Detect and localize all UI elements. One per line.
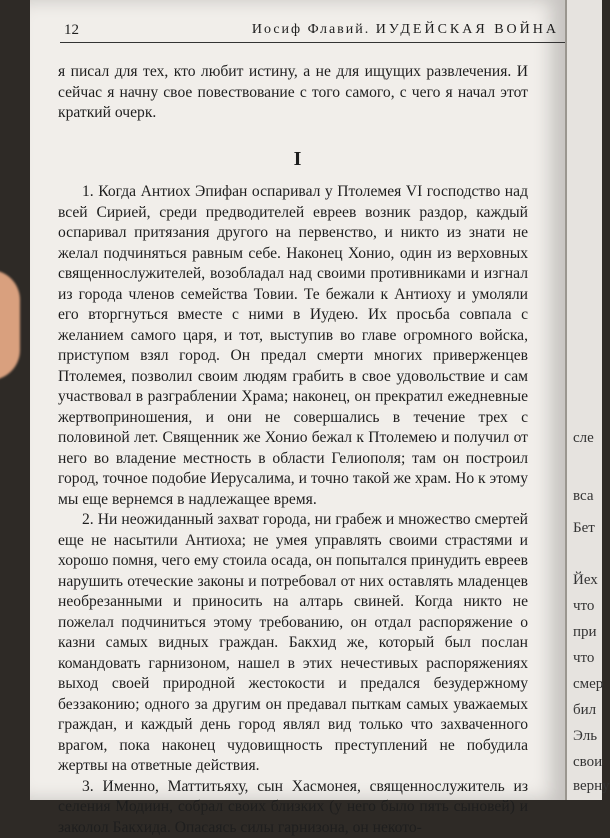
facing-page-fragment: что [573,598,594,615]
chapter-heading: I [30,148,565,171]
facing-page-fragment: свои [573,754,602,771]
facing-page-fragment: что [573,650,594,667]
facing-page-fragment: вса [573,488,594,505]
facing-page-fragment: смер [573,676,603,693]
facing-page-fragment: Йех [573,572,598,589]
facing-page-fragment: Бет [573,520,595,537]
running-title [252,22,559,38]
facing-page-edge [565,0,602,800]
intro-text-block [58,62,528,124]
paragraph-1: 1. Когда Антиох Эпифан оспаривал у Птолемея VI господство над всей Сирией, среди предводителей евреев возник раздор, каждый оспаривал притязания другого на первенство, и никто из знати не желал подчиняться равным себе. Наконец Хонио, один из верховных священнослужителей, возобладал над своими противниками и изгнал из города членов семейства Товии. Те бежали к Антиоху и умоляли его вторгнуться вместе с ними в Иудею. Их просьба совпала с желанием самого царя, и тот, выступив во главе огромного войска, приступом взял город. Он предал смерти многих приверженцев Птолемея, позволил своим людям грабить в свое удовольствие и сам участвовал в разграблении Храма; наконец, он прекратил ежедневные жертвоприношения, и они не совершались в течение трех с половиной лет. Священник же Хонио бежал к Птолемею и получил от него во владение местность в области Гелиополя; там он построил город, точное подобие Иерусалима, и точно такой же храм. Но к этому мы еще вернемся в надлежащее время. [58,182,528,510]
facing-page-fragment: сле [573,430,594,447]
book-page [30,0,565,800]
facing-page-fragment: при [573,624,597,641]
header-title: ИУДЕЙСКАЯ ВОЙНА [376,22,559,37]
paragraph-3: 3. Именно, Маттитьяху, сын Хасмонея, священнослужитель из селения Модиин, собрал своих близких (у него было пять сыновей) и заколол Бакхида. Опасаясь силы гарнизона, он некото- [58,777,528,838]
intro-paragraph: я писал для тех, кто любит истину, а не для ищущих развлечения. И сейчас я начну свое повествование с того самого, с чего я начал этот краткий очерк. [58,62,528,124]
paragraph-2: 2. Ни неожиданный захват города, ни грабеж и множество смертей еще не насытили Антиоха; не умея управлять своими страстями и хорошо помня, чего ему стоила осада, он попытался принудить евреев нарушить отеческие законы и потребовал от них оставлять младенцев необрезанными и приносить на алтарь свиней. Когда никто не пожелал подчиниться этому требованию, он отдал распоряжение о казни самых видных граждан. Бакхид же, который был послан командовать гарнизоном, нашел в этих нечестивых распоряжениях выход своей природной жестокости и предался безудержному беззаконию; одного за другим он предавал пыткам самых уважаемых граждан, и каждый день город являл вид только что захваченного врагом, пока наконец чудовищность преступлений не побудила жертвы на ответные действия. [58,510,528,777]
finger [0,270,20,380]
facing-page-fragment: Эль [573,728,597,745]
page-number: 12 [64,22,79,39]
body-text-block [58,182,528,838]
header-author: Иосиф Флавий. [252,22,370,37]
running-header [60,20,565,43]
facing-page-fragment: верну [573,778,610,795]
facing-page-fragment: бил [573,702,596,719]
